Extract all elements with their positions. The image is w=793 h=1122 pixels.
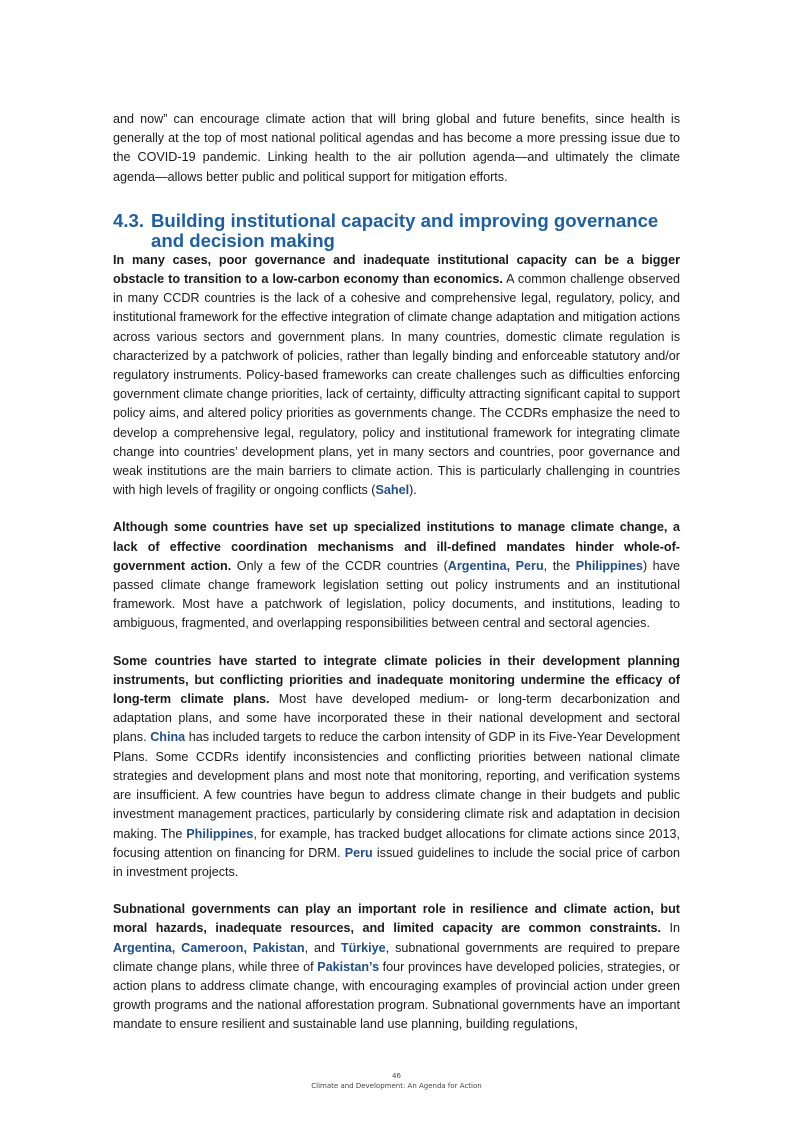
paragraph-body: , subnational governments are required to prepare climate change plans, while three of bbox=[113, 940, 680, 974]
paragraph-lead: Some countries have started to integrate climate policies in their development planning instruments, but conflicting priorities and inadequate monitoring undermine the efficacy of long-term climate plans. bbox=[113, 653, 680, 707]
section-number: 4.3. bbox=[113, 209, 145, 231]
section-heading bbox=[113, 211, 680, 251]
country-argentina: Argentina bbox=[113, 940, 172, 955]
paragraph-body: A common challenge observed in many CCDR countries is the lack of a cohesive and comprehensive legal, regulatory, policy, and institutional framework for the effective integration of climate change adaptation and mitigation actions across various sectors and government plans. In many countries, domestic climate regulation is characterized by a patchwork of policies, rather than legally binding and enforceable statutory and/or regulatory instruments. Policy-based frameworks can create challenges such as difficulties enforcing government climate change priorities, lack of certainty, difficulty attracting significant capital to support policy aims, and altered policy priorities as governments change. The CCDRs emphasize the need to develop a comprehensive legal, regulatory, policy and institutional framework for integrating climate change into countries’ development plans, yet in many sectors and countries, poor governance and weak institutions are the main barriers to climate action. This is particularly challenging in countries with high levels of fragility or ongoing conflicts ( bbox=[113, 272, 680, 498]
country-cameroon: Cameroon bbox=[181, 940, 244, 955]
paragraph-body: four provinces have developed policies, strategies, or action plans to address climate change, with encouraging examples of provincial action under green growth programs and the national afforestation program. Subnational governments have an important mandate to ensure resilient and sustainable land use planning, building regulations, bbox=[113, 959, 680, 1032]
paragraph-governance bbox=[113, 251, 680, 501]
paragraph-body: , for example, has tracked budget allocations for climate actions since 2013, focusing attention on financing for DRM. bbox=[113, 826, 680, 860]
country-separator: , bbox=[171, 940, 182, 955]
page-footer bbox=[0, 1071, 793, 1091]
paragraph-lead: In many cases, poor governance and inadequate institutional capacity can be a bigger obstacle to transition to a low-carbon economy than economics. bbox=[113, 252, 680, 287]
section-title: Building institutional capacity and improving governance and decision making bbox=[151, 209, 659, 251]
footer-title: Climate and Development: An Agenda for Action bbox=[311, 1082, 482, 1090]
paragraph-body: Most have developed medium- or long-term decarbonization and adaptation plans, and some have incorporated these in their national development and sectoral plans. bbox=[113, 692, 680, 745]
country-sahel: Sahel bbox=[375, 483, 410, 498]
paragraph-lead: Although some countries have set up specialized institutions to manage climate change, a lack of effective coordination mechanisms and ill-defined mandates hinder whole-of-government action. bbox=[113, 520, 680, 573]
country-philippines: Philippines bbox=[186, 826, 254, 841]
country-china: China bbox=[150, 730, 186, 745]
country-pakistan: Pakistan’s bbox=[317, 959, 380, 974]
country-separator: , bbox=[506, 558, 516, 573]
country-separator: , the bbox=[543, 558, 576, 573]
country-pakistan: Pakistan bbox=[252, 940, 305, 955]
country-turkiye: Türkiye bbox=[340, 940, 386, 955]
paragraph-body: ). bbox=[409, 483, 417, 498]
country-peru: Peru bbox=[515, 558, 544, 573]
paragraph-planning bbox=[113, 652, 680, 882]
paragraph-body: issued guidelines to include the social price of carbon in investment projects. bbox=[113, 845, 680, 879]
paragraph-body: has included targets to reduce the carbon intensity of GDP in its Five-Year Development Plans. Some CCDRs identify inconsistencies and conflicting priorities between national climate strategies and development plans and most note that monitoring, reporting, and verification systems are insufficient. A few countries have begun to address climate change in their budgets and public investment management practices, particularly by considering climate risk and adaptation in decision making. The bbox=[113, 730, 680, 841]
page-number: 46 bbox=[392, 1072, 401, 1080]
paragraph-body: Only a few of the CCDR countries ( bbox=[231, 558, 448, 573]
paragraph-body: In bbox=[661, 921, 680, 936]
intro-paragraph: and now” can encourage climate action that will bring global and future benefits, since health is generally at the top of most national political agendas and has become a more pressing issue due to the COVID-19 pandemic. Linking health to the air pollution agenda—and ultimately the climate agenda—allows better public and political support for mitigation efforts. bbox=[113, 112, 680, 184]
page-content bbox=[113, 110, 680, 1053]
paragraph-body: ) have passed climate change framework legislation setting out policy instruments and an institutional framework. Most have a patchwork of legislation, policy documents, and institutions, leading to ambiguous, fragmented, and overlapping responsibilities between central and sectoral agencies. bbox=[113, 558, 680, 631]
country-philippines: Philippines bbox=[575, 558, 643, 573]
country-argentina: Argentina bbox=[447, 558, 507, 573]
country-separator: , bbox=[243, 940, 253, 955]
country-separator: , and bbox=[304, 940, 341, 955]
paragraph-subnational bbox=[113, 900, 680, 1034]
country-peru: Peru bbox=[344, 845, 373, 860]
paragraph-lead: Subnational governments can play an important role in resilience and climate action, but moral hazards, inadequate resources, and limited capacity are common constraints. bbox=[113, 902, 680, 936]
paragraph-coordination bbox=[113, 518, 680, 633]
